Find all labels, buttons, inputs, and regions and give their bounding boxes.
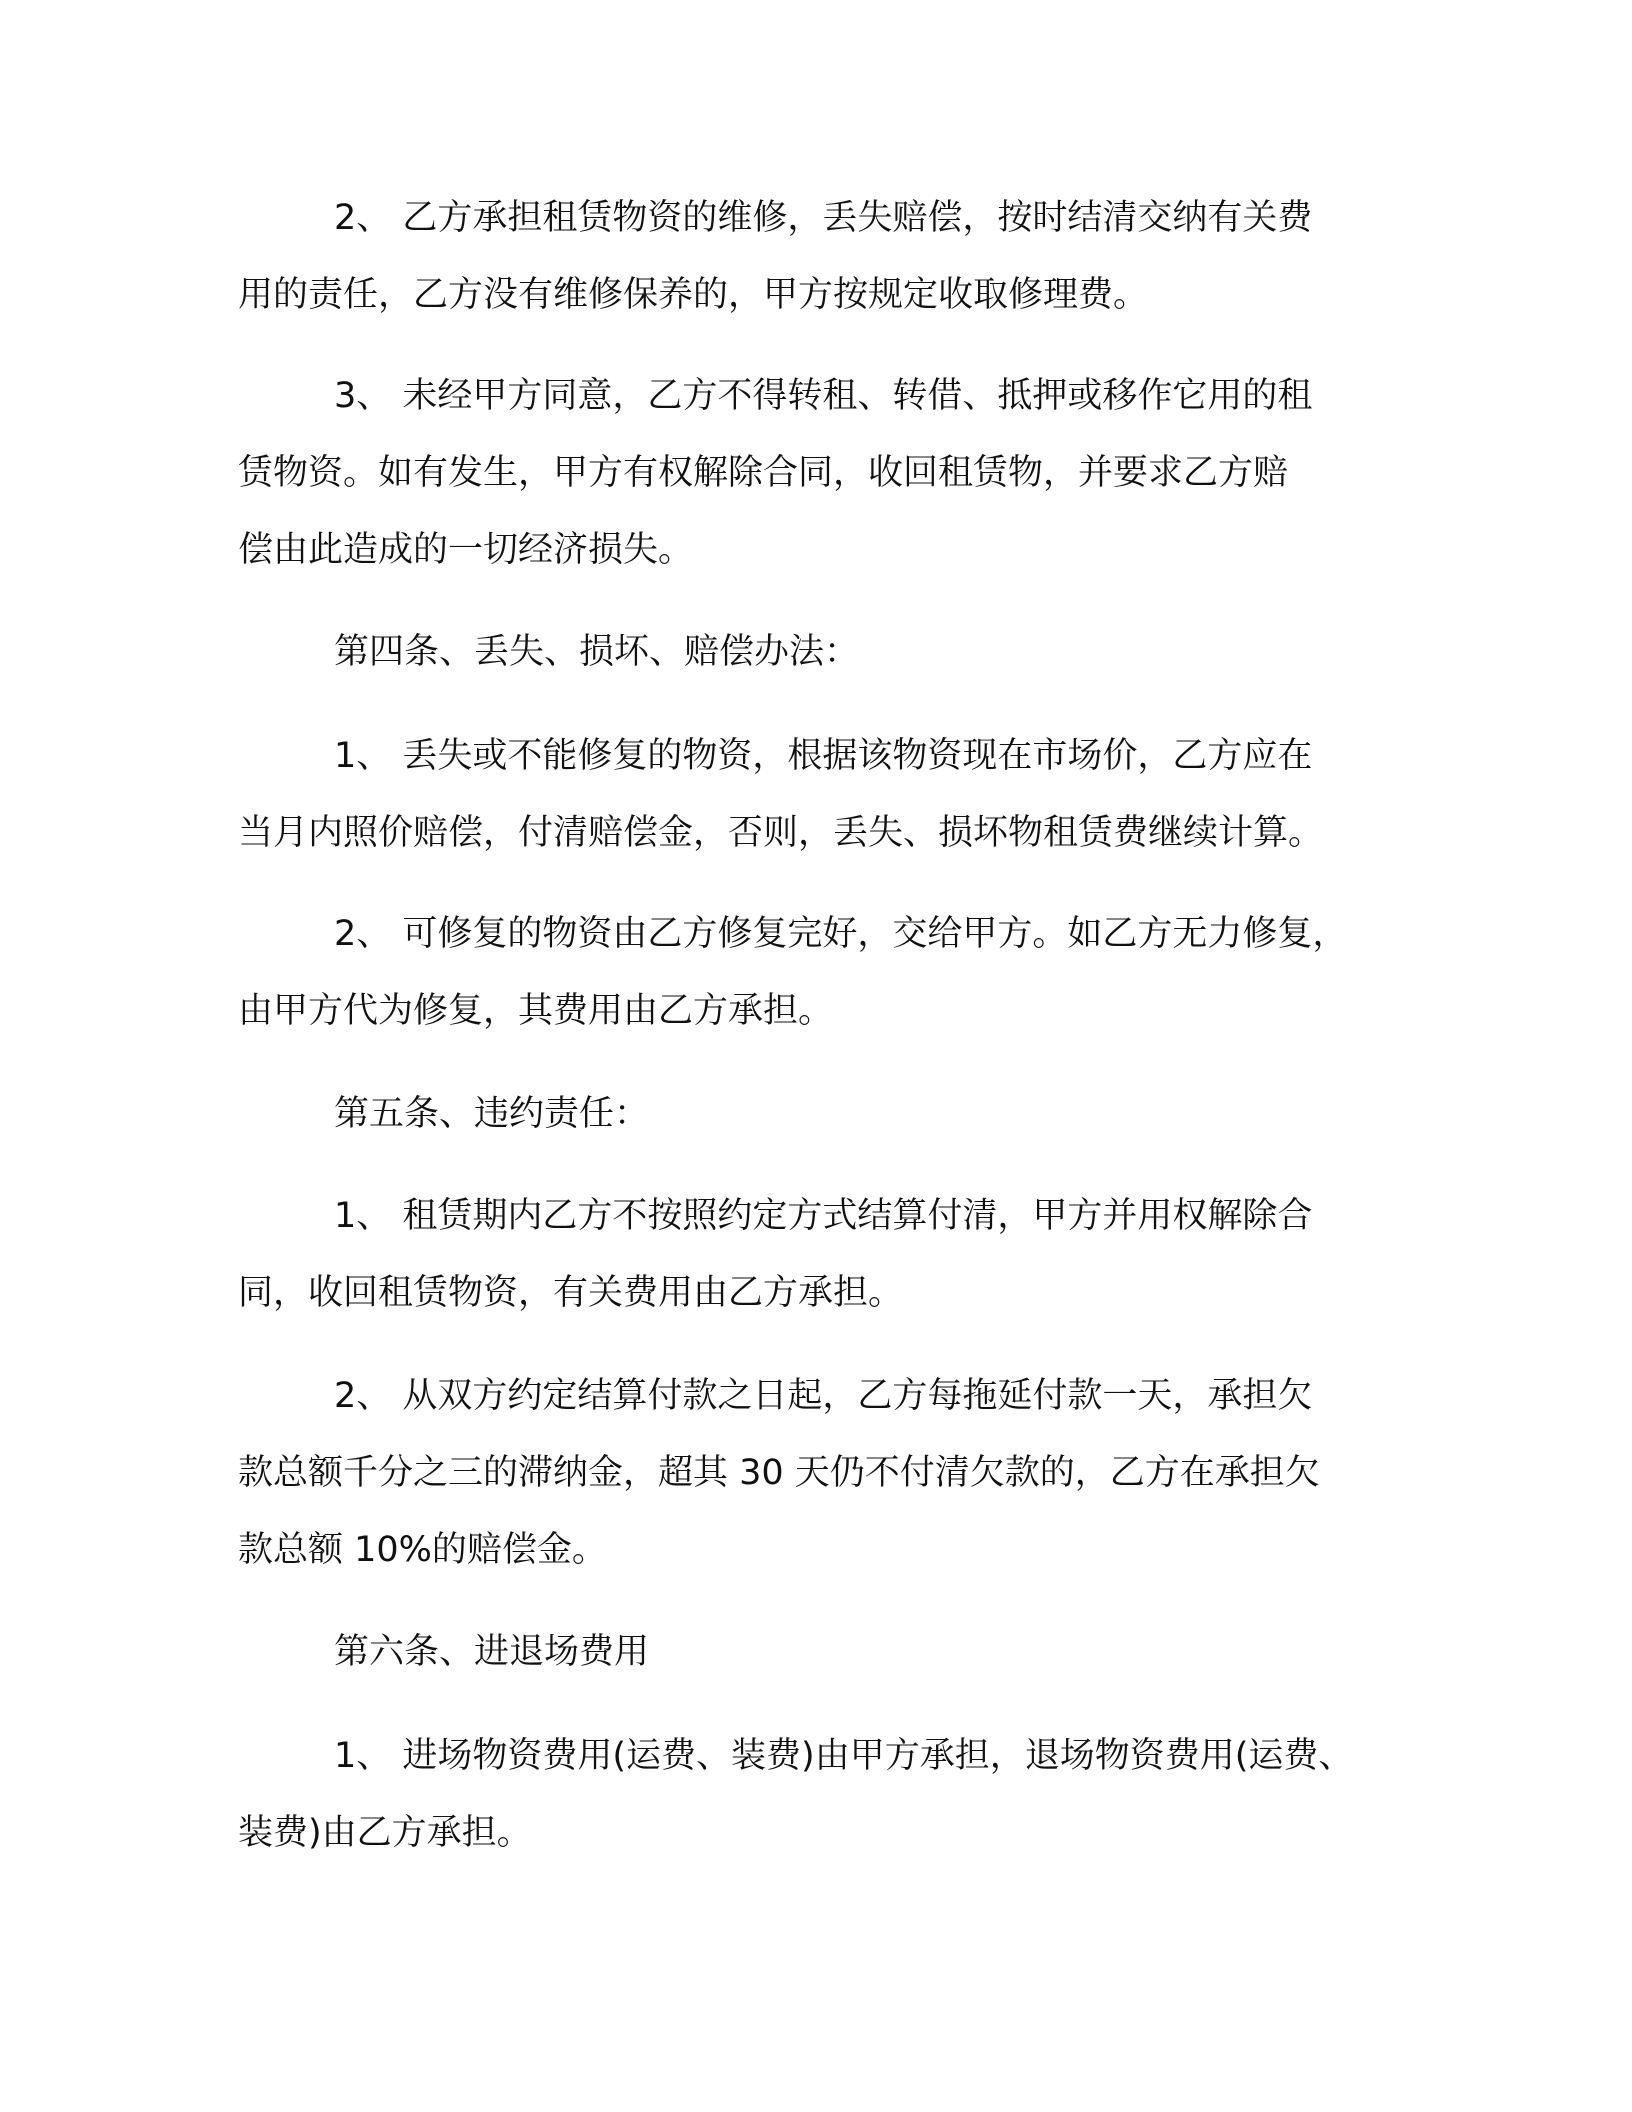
clause-3-item-2 (238, 180, 1398, 334)
text-line: 偿由此造成的一切经济损失。 (238, 530, 694, 570)
clause-6-item-1 (238, 1718, 1398, 1872)
text-line: 3、 未经甲方同意，乙方不得转租、转借、抵押或移作它用的租 (334, 376, 1313, 416)
text-line: 1、 进场物资费用(运费、装费)由甲方承担，退场物资费用(运费、 (334, 1736, 1354, 1776)
clause-4-item-1 (238, 718, 1398, 872)
text-line: 第六条、进退场费用 (334, 1632, 650, 1672)
text-line: 由甲方代为修复，其费用由乙方承担。 (238, 991, 834, 1031)
text-line: 1、 丢失或不能修复的物资，根据该物资现在市场价，乙方应在 (334, 736, 1313, 776)
text-line: 用的责任，乙方没有维修保养的，甲方按规定收取修理费。 (238, 275, 1149, 315)
text-line: 装费)由乙方承担。 (238, 1813, 532, 1853)
text-line: 2、 乙方承担租赁物资的维修，丢失赔偿，按时结清交纳有关费 (334, 198, 1313, 238)
text-line: 款总额千分之三的滞纳金，超其 30 天仍不付清欠款的，乙方在承担欠 (238, 1453, 1320, 1493)
clause-3-item-3 (238, 358, 1398, 589)
text-line: 2、 从双方约定结算付款之日起，乙方每拖延付款一天，承担欠 (334, 1376, 1313, 1416)
clause-5-heading (238, 1076, 1398, 1153)
clause-4-heading (238, 614, 1398, 691)
text-line: 第五条、违约责任： (334, 1094, 650, 1134)
clause-6-heading (238, 1614, 1398, 1691)
text-line: 赁物资。如有发生，甲方有权解除合同，收回租赁物，并要求乙方赔 (238, 453, 1289, 493)
text-line: 同，收回租赁物资，有关费用由乙方承担。 (238, 1273, 904, 1313)
clause-5-item-1 (238, 1178, 1398, 1332)
text-line: 2、 可修复的物资由乙方修复完好，交给甲方。如乙方无力修复， (334, 914, 1348, 954)
clause-5-item-2 (238, 1358, 1398, 1589)
text-line: 第四条、丢失、损坏、赔偿办法： (334, 632, 860, 672)
clause-4-item-2 (238, 896, 1398, 1050)
text-line: 1、 租赁期内乙方不按照约定方式结算付清，甲方并用权解除合 (334, 1196, 1313, 1236)
text-line: 款总额 10%的赔偿金。 (238, 1530, 607, 1570)
text-line: 当月内照价赔偿，付清赔偿金，否则，丢失、损坏物租赁费继续计算。 (238, 813, 1324, 853)
